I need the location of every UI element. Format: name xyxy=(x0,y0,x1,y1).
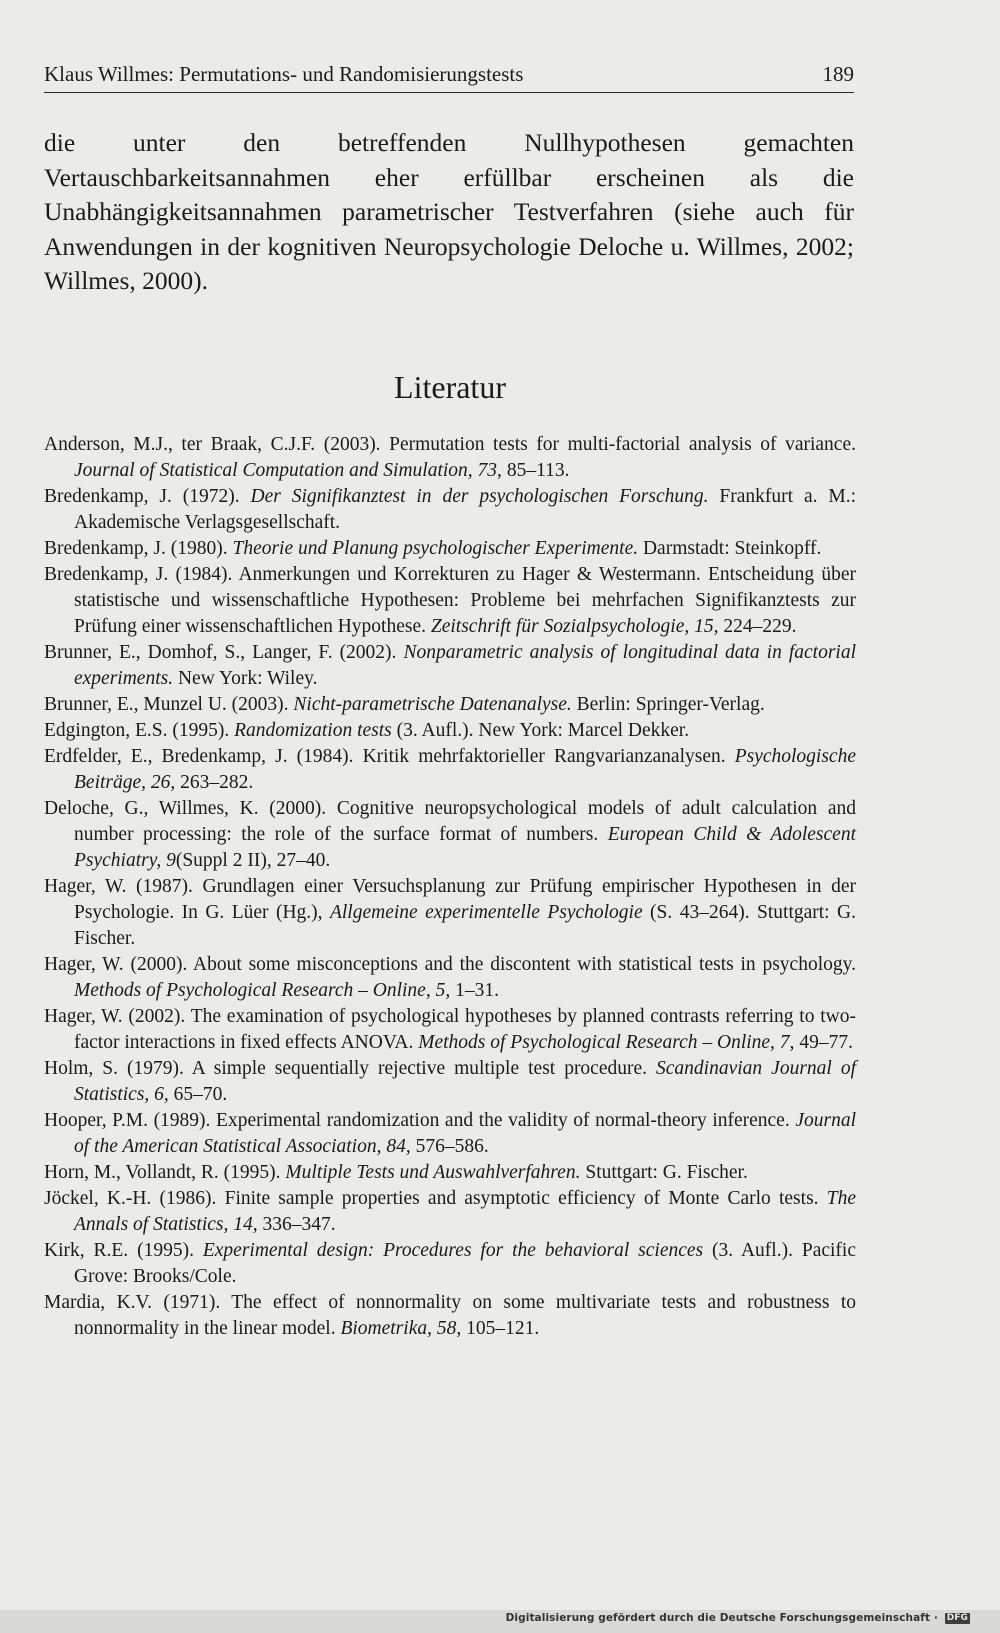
reference-text: Kirk, R.E. (1995). xyxy=(44,1240,203,1261)
reference-entry xyxy=(44,432,856,484)
reference-text: Deloche, G., Willmes, K. (2000). Cognitive neuropsychological models of adult calculation and number processing: the role of the surface format of numbers. xyxy=(44,798,856,845)
reference-source-title: Journal of Statistical Computation and Simulation, 73, xyxy=(74,460,502,481)
reference-text: Erdfelder, E., Bredenkamp, J. (1984). Kritik mehrfaktorieller Rangvarianzanalysen. xyxy=(44,746,735,767)
reference-entry xyxy=(44,1056,856,1108)
reference-details: (Suppl 2 II), 27–40. xyxy=(175,850,331,871)
reference-details: 336–347. xyxy=(257,1214,336,1235)
reference-entry xyxy=(44,484,856,536)
reference-text: Brunner, E., Domhof, S., Langer, F. (2002). xyxy=(44,642,404,663)
reference-details: New York: Wiley. xyxy=(173,668,318,689)
reference-text: Mardia, K.V. (1971). The effect of nonnormality on some multivariate tests and robustness to nonnormality in the linear model. xyxy=(44,1292,856,1339)
reference-entry xyxy=(44,744,856,796)
reference-entry xyxy=(44,640,856,692)
reference-source-title: The Annals of Statistics, 14, xyxy=(74,1188,856,1235)
reference-entry xyxy=(44,952,856,1004)
dfg-logo: DFG xyxy=(946,1612,968,1623)
reference-entry xyxy=(44,1238,856,1290)
reference-details: Darmstadt: Steinkopff. xyxy=(638,538,822,559)
reference-text: Horn, M., Vollandt, R. (1995). xyxy=(44,1162,286,1183)
reference-text: Hooper, P.M. (1989). Experimental randomization and the validity of normal-theory inference. xyxy=(44,1110,796,1131)
reference-source-title: Theorie und Planung psychologischer Experimente. xyxy=(232,538,639,559)
reference-details: 85–113. xyxy=(501,460,570,481)
reference-source-title: European Child & Adolescent Psychiatry, 9 xyxy=(74,824,857,871)
reference-text: Bredenkamp, J. (1972). xyxy=(44,486,251,507)
reference-details: 49–77. xyxy=(794,1032,853,1053)
reference-details: Stuttgart: G. Fischer. xyxy=(580,1162,748,1183)
reference-details: (3. Aufl.). Pacific Grove: Brooks/Cole. xyxy=(74,1240,856,1287)
reference-details: 65–70. xyxy=(168,1084,228,1105)
reference-details: 105–121. xyxy=(461,1318,540,1339)
reference-text: Jöckel, K.-H. (1986). Finite sample properties and asymptotic efficiency of Monte Carlo tests. xyxy=(44,1188,827,1209)
reference-source-title: Randomization tests xyxy=(234,720,392,741)
reference-source-title: Nonparametric analysis of longitudinal data in factorial experiments. xyxy=(74,642,857,689)
reference-details: Berlin: Springer-Verlag. xyxy=(571,694,765,715)
reference-details: Frankfurt a. M.: Akademische Verlagsgesellschaft. xyxy=(74,486,856,533)
reference-source-title: Der Signifikanztest in der psychologischen Forschung. xyxy=(250,486,709,507)
reference-details: 263–282. xyxy=(175,772,254,793)
reference-text: Edgington, E.S. (1995). xyxy=(44,720,235,741)
reference-entry xyxy=(44,562,856,640)
page-number: 189 xyxy=(822,62,854,86)
reference-source-title: Psychologische Beiträge, 26, xyxy=(74,746,856,793)
reference-entry xyxy=(44,536,856,562)
reference-entry xyxy=(44,1186,856,1238)
reference-details: 576–586. xyxy=(410,1136,489,1157)
reference-text: Hager, W. (2000). About some misconceptions and the discontent with statistical tests in psychology. xyxy=(44,954,856,975)
reference-list xyxy=(44,432,856,1342)
reference-source-title: Methods of Psychological Research – Online, 7, xyxy=(418,1032,795,1053)
reference-text: Anderson, M.J., ter Braak, C.J.F. (2003). Permutation tests for multi-factorial analysis of variance. xyxy=(44,434,856,455)
reference-text: Bredenkamp, J. (1980). xyxy=(44,538,233,559)
reference-source-title: Multiple Tests und Auswahlverfahren. xyxy=(285,1162,581,1183)
reference-entry xyxy=(44,718,856,744)
reference-source-title: Nicht-parametrische Datenanalyse. xyxy=(293,694,572,715)
reference-source-title: Allgemeine experimentelle Psychologie xyxy=(329,902,643,923)
reference-source-title: Experimental design: Procedures for the behavioral sciences xyxy=(202,1240,704,1261)
reference-text: Brunner, E., Munzel U. (2003). xyxy=(44,694,294,715)
reference-source-title: Scandinavian Journal of Statistics, 6, xyxy=(74,1058,857,1105)
reference-details: (3. Aufl.). New York: Marcel Dekker. xyxy=(391,720,690,741)
reference-entry xyxy=(44,1290,856,1342)
reference-source-title: Zeitschrift für Sozialpsychologie, 15, xyxy=(430,616,719,637)
reference-source-title: Methods of Psychological Research – Online, 5, xyxy=(74,980,451,1001)
reference-entry xyxy=(44,1160,856,1186)
reference-details: 1–31. xyxy=(450,980,499,1001)
reference-details: 224–229. xyxy=(718,616,797,637)
digitization-footer xyxy=(506,1612,970,1624)
running-title: Klaus Willmes: Permutations- und Randomisierungstests xyxy=(44,62,524,86)
reference-text: Hager, W. (2002). The examination of psychological hypotheses by planned contrasts referring to two-factor interactions in fixed effects ANOVA. xyxy=(44,1006,856,1053)
reference-text: Holm, S. (1979). A simple sequentially rejective multiple test procedure. xyxy=(44,1058,657,1079)
intro-paragraph: die unter den betreffenden Nullhypothesen gemachten Vertauschbarkeitsannahmen eher erfüllbar erscheinen als die Unabhängigkeitsannahmen parametrischer Testverfahren (siehe auch für Anwendungen in der kognitiven Neuropsychologie Deloche u. Willmes, 2002; Willmes, 2000). xyxy=(44,128,854,295)
reference-text: Hager, W. (1987). Grundlagen einer Versuchsplanung zur Prüfung empirischer Hypothesen in der Psychologie. In G. Lüer (Hg.), xyxy=(44,876,856,923)
reference-source-title: Biometrika, 58, xyxy=(340,1318,462,1339)
reference-details: (S. 43–264). Stuttgart: G. Fischer. xyxy=(74,902,856,949)
running-header xyxy=(44,62,854,93)
reference-source-title: Journal of the American Statistical Association, 84, xyxy=(74,1110,856,1157)
reference-entry xyxy=(44,874,856,952)
reference-text: Bredenkamp, J. (1984). Anmerkungen und Korrekturen zu Hager & Westermann. Entscheidung über statistische und wissenschaftliche Hypothesen: Probleme bei mehrfachen Signifikanztests zur Prüfung einer wissenschaftlichen Hypothese. xyxy=(44,564,856,637)
reference-entry xyxy=(44,692,856,718)
reference-entry xyxy=(44,1108,856,1160)
reference-entry xyxy=(44,796,856,874)
section-heading: Literatur xyxy=(394,369,506,405)
reference-entry xyxy=(44,1004,856,1056)
footer-note-text: Digitalisierung gefördert durch die Deutsche Forschungsgemeinschaft · xyxy=(505,1612,938,1624)
